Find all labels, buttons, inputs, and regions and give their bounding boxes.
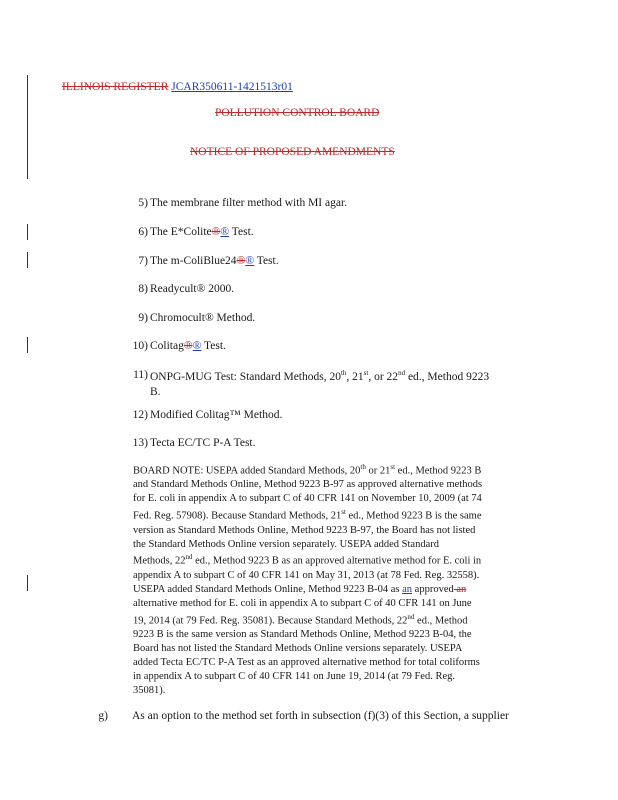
change-bar xyxy=(27,337,28,353)
subsection-g-text: As an option to the method set forth in subsection (f)(3) of this Section, a supplier xyxy=(132,710,509,722)
change-bar xyxy=(27,575,28,591)
list-item-continuation: B. xyxy=(150,386,161,398)
subsection-g-label: g) xyxy=(98,710,108,722)
register-deleted: ILLINOIS REGISTER xyxy=(62,81,169,93)
board-title: POLLUTION CONTROL BOARD xyxy=(215,107,380,119)
register-inserted: JCAR350611-1421513r01 xyxy=(171,81,293,93)
change-bar xyxy=(27,224,28,240)
change-bar xyxy=(27,75,28,179)
register-header xyxy=(62,81,293,93)
board-note: BOARD NOTE: USEPA added Standard Methods, 20th or 21st ed., Method 9223 B and Standard Methods Online, Method 9223 B-97 as approved alternative methods for E. coli in appendix A to subpart C of 40 CFR 141 on November 10, 2009 (at 74 Fed. Reg. 57908). Because Standard Methods, 21st ed., Method 9223 B is the same version as Standard Methods Online, Method 9223 B-97, the Board has not listed the Standard Methods Online version separately. USEPA added Standard Methods, 22nd ed., Method 9223 B as an approved alternative method for E. coli in appendix A to subpart C of 40 CFR 141 on May 31, 2013 (at 78 Fed. Reg. 32558). USEPA added Standard Methods Online, Method 9223 B-04 as an approved an alternative method for E. coli in appendix A to subpart C of 40 CFR 141 on June 19, 2014 (at 79 Fed. Reg. 35081). Because Standard Methods, 22nd ed., Method 9223 B is the same version as Standard Methods Online, Method 9223 B-04, the Board has not listed the Standard Methods Online versions separately. USEPA added Tecta EC/TC P-A Test as an approved alternative method for total coliforms in appendix A to subpart C of 40 CFR 141 on June 19, 2014 (at 79 Fed. Reg. 35081). xyxy=(133,463,483,696)
notice-title: NOTICE OF PROPOSED AMENDMENTS xyxy=(190,146,395,158)
change-bar xyxy=(27,252,28,268)
